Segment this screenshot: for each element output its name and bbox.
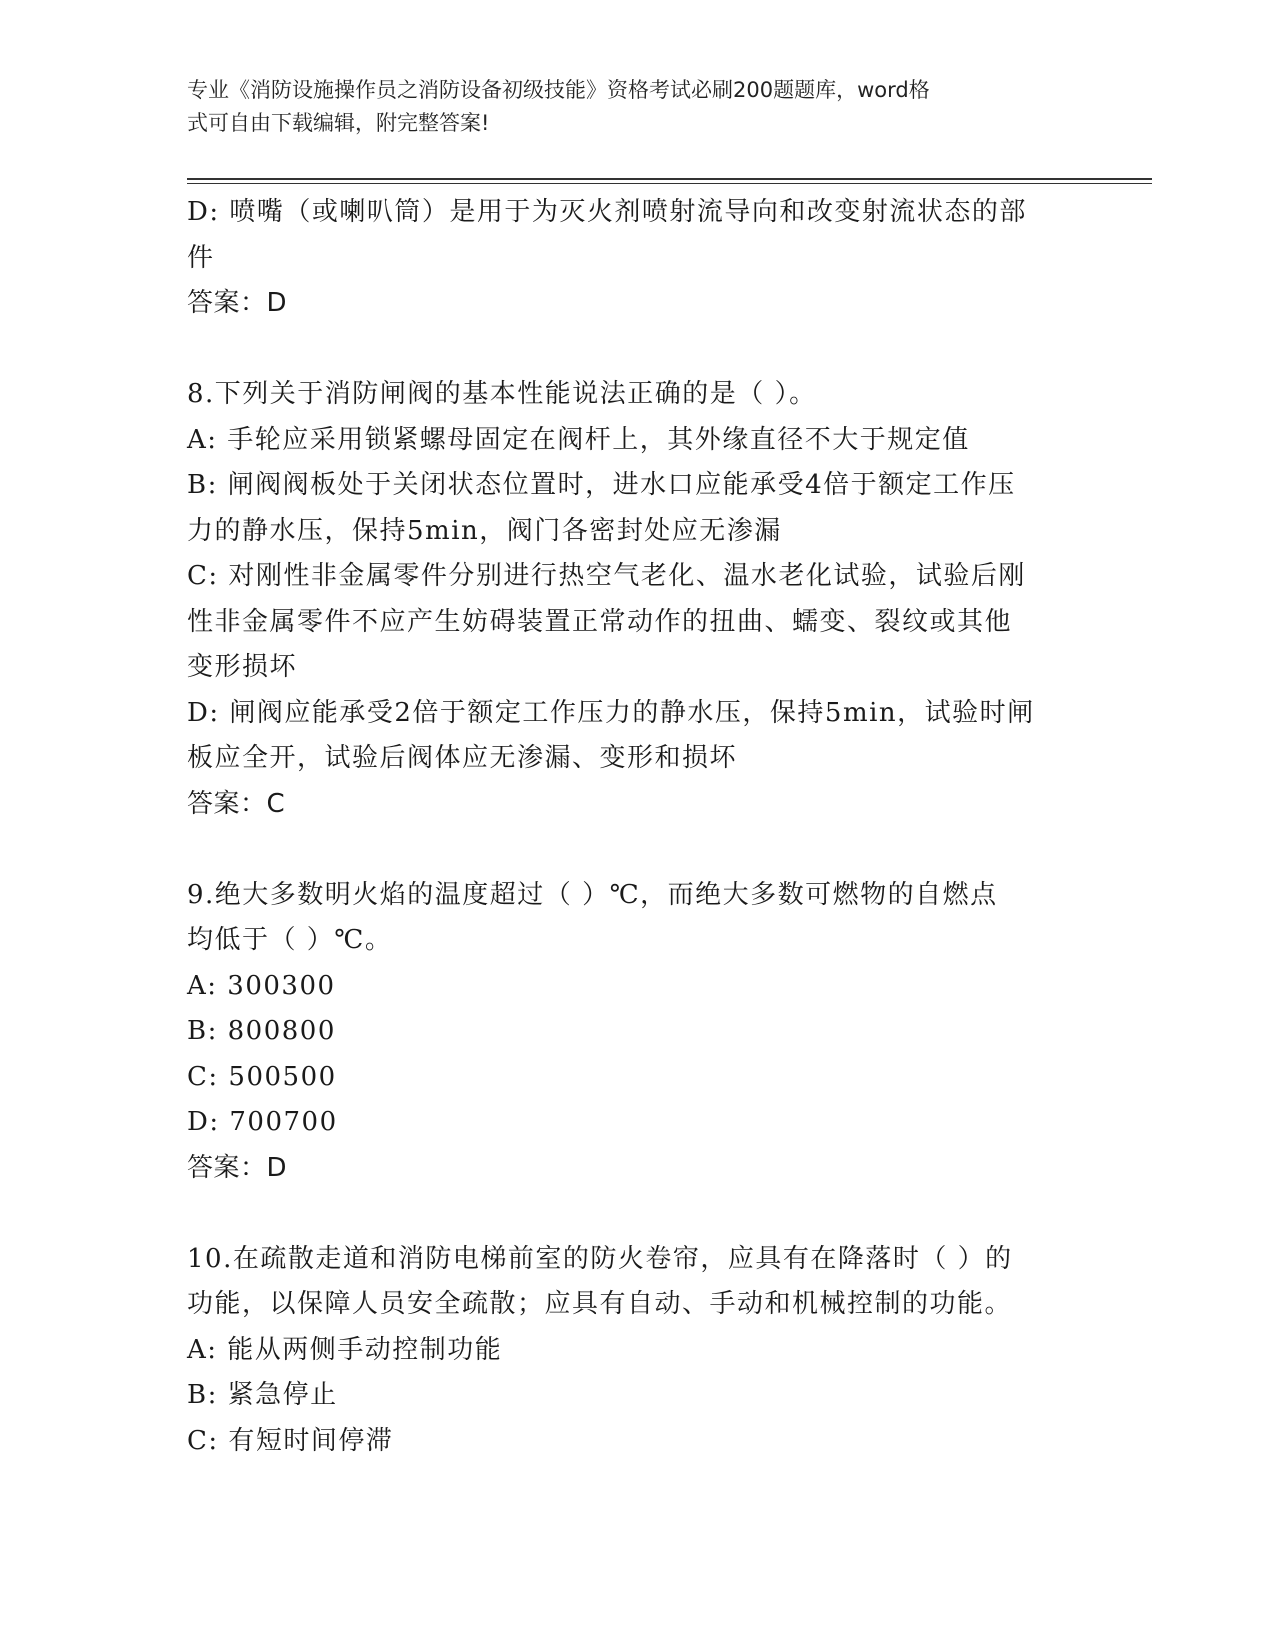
spacer <box>187 827 1087 873</box>
q9-option-c: C: 500500 <box>187 1061 337 1092</box>
document-header <box>187 74 1067 140</box>
q8-option-d-line-1: D: 闸阀应能承受2倍于额定工作压力的静水压，保持5min，试验时闸 <box>187 697 1035 728</box>
question-7-tail <box>187 190 1087 327</box>
q10-option-b: B: 紧急停止 <box>187 1380 338 1410</box>
q8-option-c-line-3: 变形损坏 <box>187 652 298 682</box>
q9-option-d: D: 700700 <box>187 1107 338 1137</box>
q9-answer: 答案：D <box>187 1152 288 1183</box>
question-list <box>187 190 1087 1464</box>
q10-option-a: A: 能从两侧手动控制功能 <box>187 1334 503 1365</box>
header-rule-top <box>187 178 1152 180</box>
q8-option-b-line-2: 力的静水压，保持5min，阀门各密封处应无渗漏 <box>187 515 782 546</box>
q8-option-a: A: 手轮应采用锁紧螺母固定在阀杆上，其外缘直径不大于规定值 <box>187 424 970 455</box>
q10-option-c: C: 有短时间停滞 <box>187 1425 394 1456</box>
q9-stem-line-1: 9.绝大多数明火焰的温度超过（ ）℃，而绝大多数可燃物的自燃点 <box>187 879 998 910</box>
q8-stem: 8.下列关于消防闸阀的基本性能说法正确的是（ ）。 <box>187 379 817 409</box>
header-line-2: 式可自由下载编辑，附完整答案! <box>187 111 490 135</box>
question-8 <box>187 372 1087 827</box>
q9-stem-line-2: 均低于（ ）℃。 <box>187 925 393 955</box>
q7-option-d-line-2: 件 <box>187 242 215 273</box>
spacer <box>187 1191 1087 1237</box>
question-9 <box>187 873 1087 1192</box>
q7-answer: 答案：D <box>187 288 288 318</box>
q9-option-b: B: 800800 <box>187 1016 336 1046</box>
q8-option-d-line-2: 板应全开，试验后阀体应无渗漏、变形和损坏 <box>187 743 738 773</box>
q7-option-d-line-1: D: 喷嘴（或喇叭筒）是用于为灭火剂喷射流导向和改变射流状态的部 <box>187 197 1027 227</box>
q8-option-c-line-2: 性非金属零件不应产生妨碍装置正常动作的扭曲、蠕变、裂纹或其他 <box>187 606 1013 637</box>
header-rule-bottom <box>187 183 1152 184</box>
question-10 <box>187 1237 1087 1465</box>
q8-option-c-line-1: C: 对刚性非金属零件分别进行热空气老化、温水老化试验，试验后刚 <box>187 561 1026 591</box>
q8-answer: 答案：C <box>187 788 286 819</box>
spacer <box>187 327 1087 373</box>
q10-stem-line-2: 功能，以保障人员安全疏散；应具有自动、手动和机械控制的功能。 <box>187 1289 1013 1319</box>
q9-option-a: A: 300300 <box>187 970 336 1001</box>
q8-option-b-line-1: B: 闸阀阀板处于关闭状态位置时，进水口应能承受4倍于额定工作压 <box>187 470 1016 500</box>
header-line-1: 专业《消防设施操作员之消防设备初级技能》资格考试必刷200题题库，word格 <box>187 78 930 102</box>
q10-stem-line-1: 10.在疏散走道和消防电梯前室的防火卷帘，应具有在降落时（ ）的 <box>187 1243 1013 1274</box>
